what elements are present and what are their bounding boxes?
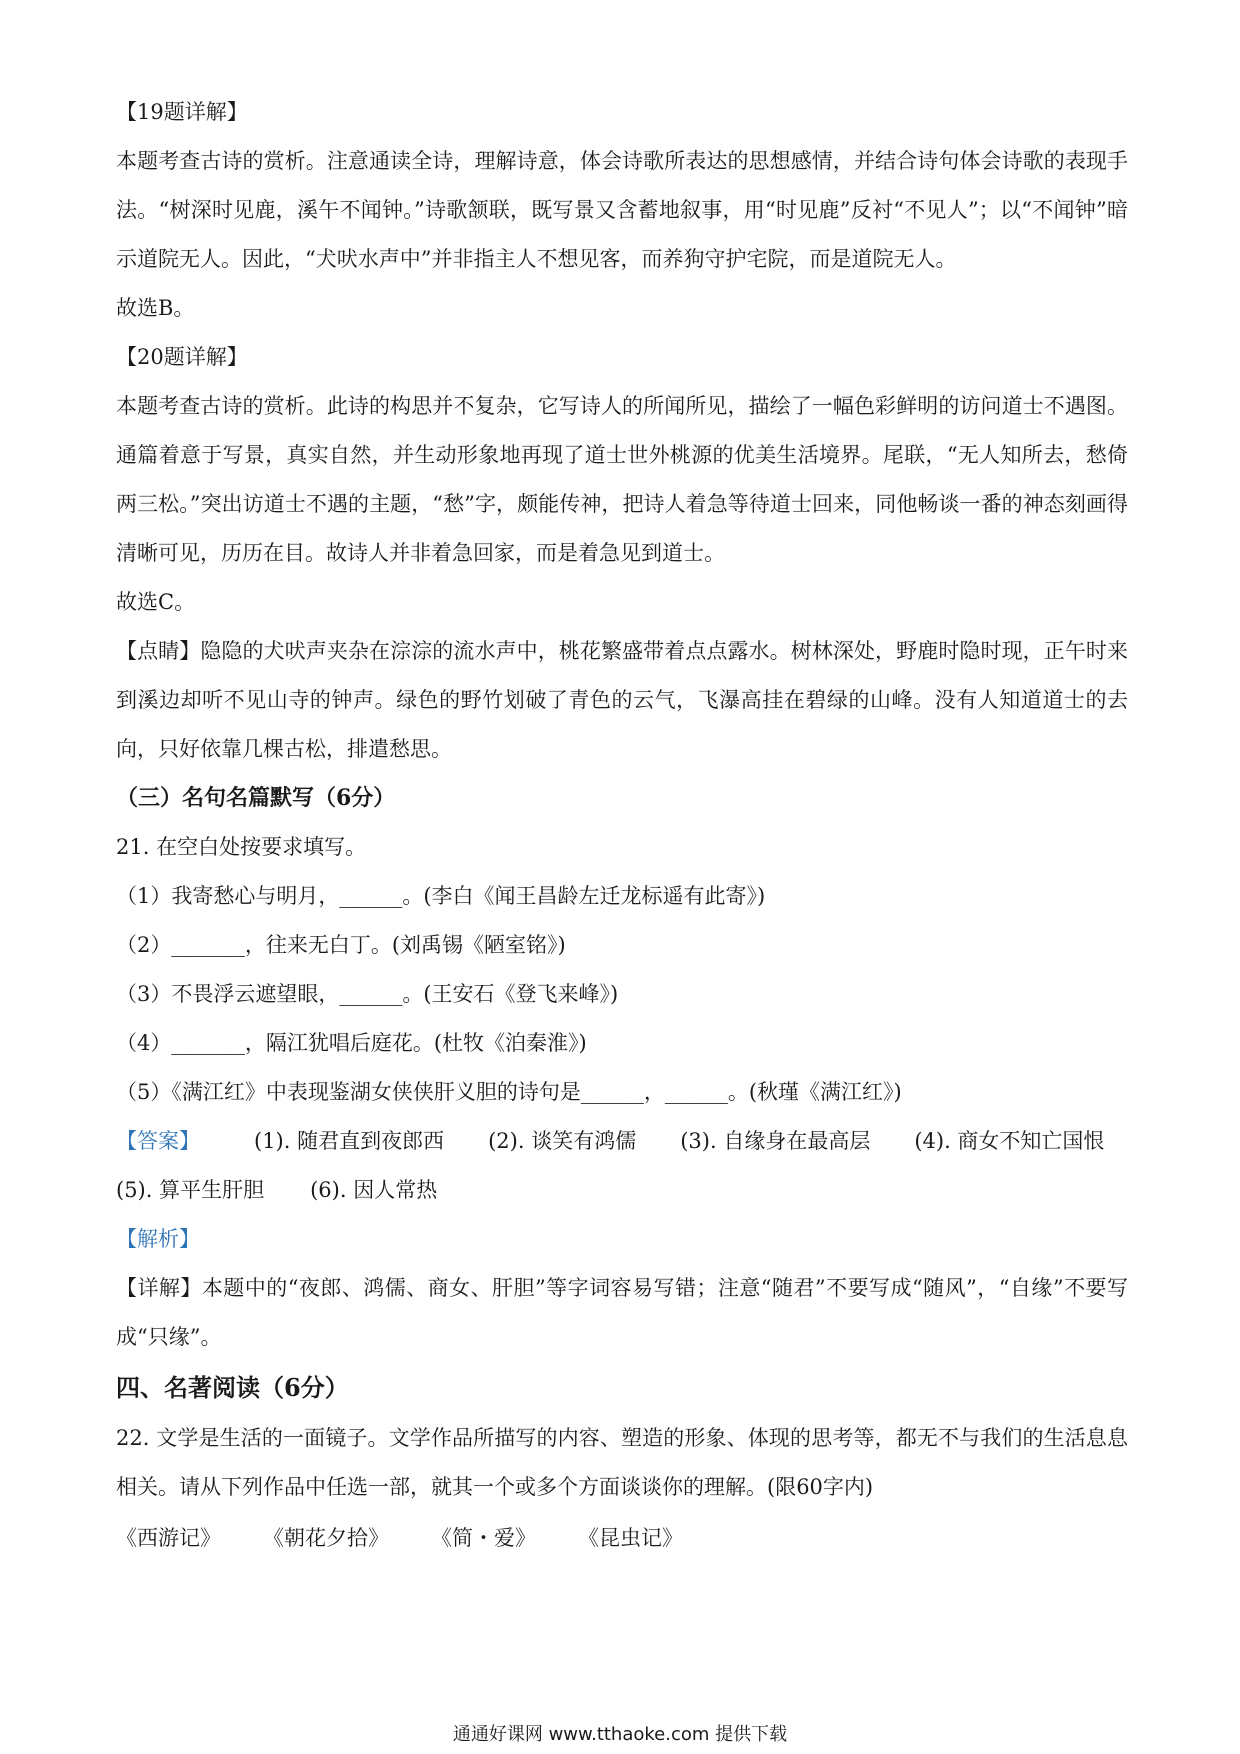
work-4: 《昆虫记》 [578, 1526, 683, 1550]
answer-2: (2). 谈笑有鸿儒 [488, 1129, 637, 1153]
answer-label: 【答案】 [116, 1129, 200, 1153]
q19-choice: 故选B。 [116, 296, 195, 320]
q21-detail: 【详解】本题中的“夜郎、鸿儒、商女、肝胆”等字词容易写错；注意“随君”不要写成“随风”，“自缘”不要写成“只缘”。 [116, 1276, 1128, 1349]
q20-body: 本题考查古诗的赏析。此诗的构思并不复杂，它写诗人的所闻所见，描绘了一幅色彩鲜明的访问道士不遇图。通篇着意于写景，真实自然，并生动形象地再现了道士世外桃源的优美生活境界。尾联，“无人知所去，愁倚两三松。”突出访道士不遇的主题，“愁”字，颇能传神，把诗人着急等待道士回来，同他畅谈一番的神态刻画得清晰可见，历历在目。故诗人并非着急回家，而是着急见到道士。 [116, 394, 1128, 565]
q21-stem: 21. 在空白处按要求填写。 [116, 835, 367, 859]
q20-title: 【20题详解】 [116, 345, 248, 369]
q21-item-1: （1）我寄愁心与明月，______。(李白《闻王昌龄左迁龙标遥有此寄》) [116, 884, 766, 908]
answer-1: (1). 随君直到夜郎西 [254, 1129, 445, 1153]
section4-heading: 四、名著阅读（6分） [116, 1373, 349, 1402]
q21-item-2: （2）_______，往来无白丁。(刘禹锡《陋室铭》) [116, 933, 566, 957]
document-page [116, 88, 1128, 1564]
answer-5: (5). 算平生肝胆 [116, 1178, 265, 1202]
page-footer: 通通好课网 www.tthaoke.com 提供下载 [452, 1724, 788, 1745]
q21-item-4: （4）_______，隔江犹唱后庭花。(杜牧《泊秦淮》) [116, 1031, 587, 1055]
answer-6: (6). 因人常热 [310, 1178, 438, 1202]
section3-heading: （三）名句名篇默写（6分） [116, 785, 396, 811]
answer-row-2 [116, 1166, 1128, 1215]
q22-stem: 22. 文学是生活的一面镜子。文学作品所描写的内容、塑造的形象、体现的思考等，都无不与我们的生活息息相关。请从下列作品中任选一部，就其一个或多个方面谈谈你的理解。(限60字内) [116, 1426, 1128, 1499]
answer-row-1 [116, 1117, 1128, 1166]
analysis-label: 【解析】 [116, 1227, 200, 1251]
q19-body: 本题考查古诗的赏析。注意通读全诗，理解诗意，体会诗歌所表达的思想感情，并结合诗句体会诗歌的表现手法。“树深时见鹿，溪午不闻钟。”诗歌颔联，既写景又含蓄地叙事，用“时见鹿”反衬“不见人”；以“不闻钟”暗示道院无人。因此，“犬吠水声中”并非指主人不想见客，而养狗守护宅院，而是道院无人。 [116, 149, 1128, 271]
q21-item-3: （3）不畏浮云遮望眼，______。(王安石《登飞来峰》) [116, 982, 619, 1006]
work-2: 《朝花夕拾》 [263, 1526, 389, 1550]
q20-choice: 故选C。 [116, 590, 196, 614]
work-1: 《西游记》 [116, 1526, 221, 1550]
q21-item-5: （5）《满江红》中表现鉴湖女侠侠肝义胆的诗句是______，______。(秋瑾《满江红》) [116, 1080, 902, 1104]
q20-note: 【点睛】隐隐的犬吠声夹杂在淙淙的流水声中，桃花繁盛带着点点露水。树林深处，野鹿时隐时现，正午时来到溪边却听不见山寺的钟声。绿色的野竹划破了青色的云气，飞瀑高挂在碧绿的山峰。没有人知道道士的去向，只好依靠几棵古松，排遣愁思。 [116, 639, 1128, 761]
work-3: 《简・爱》 [431, 1526, 536, 1550]
works-list [116, 1512, 1128, 1564]
answer-4: (4). 商女不知亡国恨 [914, 1129, 1105, 1153]
q19-title: 【19题详解】 [116, 100, 248, 124]
answer-3: (3). 自缘身在最高层 [680, 1129, 871, 1153]
